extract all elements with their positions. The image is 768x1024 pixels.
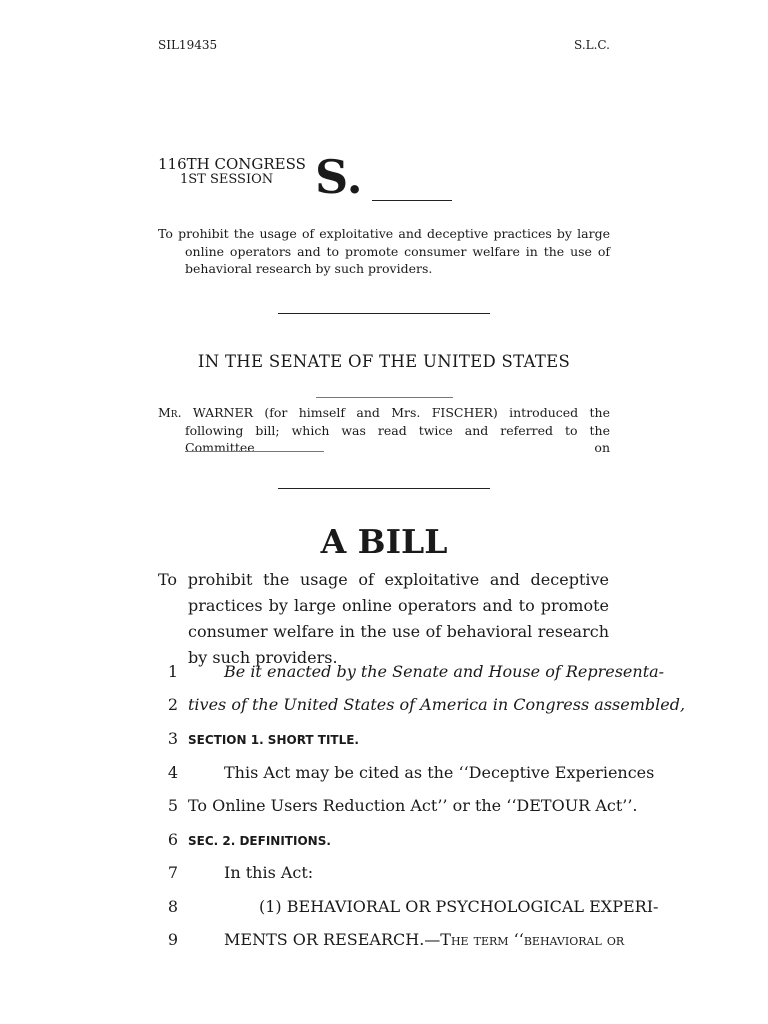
enacting-clause-line: Be it enacted by the Senate and House of Representa- [224,662,665,681]
committee-blank [185,451,324,452]
line-number: 8 [167,897,178,916]
line-number: 3 [167,729,178,748]
definition-term-line: (1) BEHAVIORAL OR PSYCHOLOGICAL EXPERI- [259,897,659,916]
line-number: 4 [167,763,178,782]
section-heading: SEC. 2. DEFINITIONS. [188,834,331,848]
line-number: 5 [167,796,178,815]
date-rule [316,397,453,398]
divider-top [278,313,490,314]
introduction-paragraph [158,404,610,457]
congress-label: 116TH CONGRESS [158,155,306,173]
line-number: 1 [167,662,178,681]
bill-text-line: To Online Users Reduction Act’’ or the ‘‘DETOUR Act’’. [188,796,638,815]
slc-marker: S.L.C. [574,38,610,52]
bill-text-line: In this Act: [224,863,314,882]
line-number: 2 [167,695,178,714]
definition-term-line: MENTS OR RESEARCH.—The term ‘‘behavioral or [224,930,625,949]
enacting-clause-line: tives of the United States of America in Congress assembled, [188,695,686,714]
section-heading: SECTION 1. SHORT TITLE. [188,733,359,747]
sponsor-name: Mr. WARNER [158,405,254,420]
bill-prefix: S. [315,150,363,204]
line-number: 7 [167,863,178,882]
cosponsor-name: FISCHER [431,405,493,420]
session-label: 1ST SESSION [180,172,274,187]
a-bill-heading: A BILL [320,522,448,561]
introduction-text-2: ) introduced the following bill; which was read twice and referred to the Committee on [185,405,610,455]
short-title: To prohibit the usage of exploitative and deceptive practices by large online operators and to promote consumer welfare in the use of behavioral research by such providers. [158,226,610,276]
line-number: 6 [167,830,178,849]
bill-number-blank [372,200,452,201]
chamber-heading: IN THE SENATE OF THE UNITED STATES [197,352,571,371]
divider-bottom [278,488,490,489]
introduction-text-1: (for himself and Mrs. [253,405,432,420]
long-title: To prohibit the usage of exploitative and deceptive practices by large online operators and to promote consumer welfare in the use of behavioral research by such providers. [158,570,609,667]
line-number: 9 [167,930,178,949]
document-id: SIL19435 [158,38,218,52]
bill-text-line: This Act may be cited as the ‘‘Deceptive Experiences [224,763,655,782]
